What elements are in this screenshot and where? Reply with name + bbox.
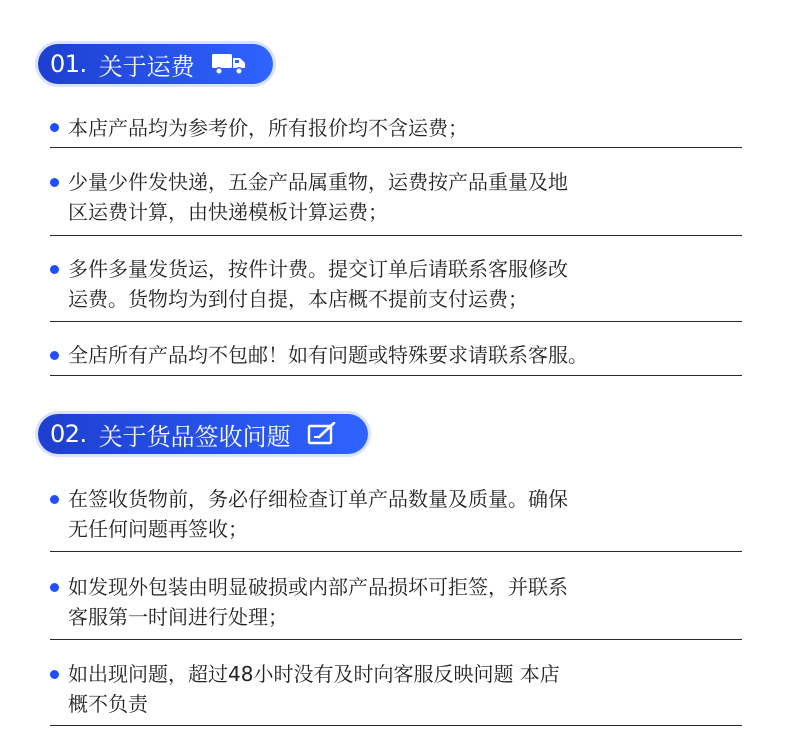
edit-icon xyxy=(307,422,337,446)
list-item xyxy=(50,108,742,148)
item-text: 全店所有产品均不包邮！如有问题或特殊要求请联系客服。 xyxy=(68,343,588,367)
truck-icon xyxy=(211,52,247,76)
section-title: 关于货品签收问题 xyxy=(98,422,291,451)
bullet-icon xyxy=(50,495,59,504)
bullet-icon xyxy=(50,123,59,132)
item-text: 少量少件发快递，五金产品属重物，运费按产品重量及地 区运费计算，由快递模板计算运费； xyxy=(68,170,568,224)
item-text: 如发现外包装由明显破损或内部产品损坏可拒签，并联系 客服第一时间进行处理； xyxy=(68,575,568,629)
bullet-icon xyxy=(50,178,59,187)
list-item xyxy=(50,655,742,726)
list-item xyxy=(50,336,742,376)
section-number: 02. xyxy=(50,420,87,448)
list-item xyxy=(50,250,742,322)
item-text: 在签收货物前，务必仔细检查订单产品数量及质量。确保 无任何问题再签收； xyxy=(68,487,568,541)
item-text: 本店产品均为参考价，所有报价均不含运费； xyxy=(68,116,468,140)
bullet-icon xyxy=(50,583,59,592)
list-item xyxy=(50,163,742,236)
item-text: 多件多量发货运，按件计费。提交订单后请联系客服修改 运费。货物均为到付自提，本店概不提前支付运费； xyxy=(68,257,568,311)
bullet-icon xyxy=(50,670,59,679)
section-header-receipt xyxy=(38,414,368,454)
section-header-shipping xyxy=(38,44,273,84)
bullet-icon xyxy=(50,265,59,274)
section-title: 关于运费 xyxy=(98,52,195,81)
item-text: 如出现问题，超过48小时没有及时向客服反映问题 本店 概不负责 xyxy=(68,662,560,716)
section-number: 01. xyxy=(50,50,87,78)
list-item xyxy=(50,480,742,552)
list-item xyxy=(50,568,742,640)
bullet-icon xyxy=(50,351,59,360)
